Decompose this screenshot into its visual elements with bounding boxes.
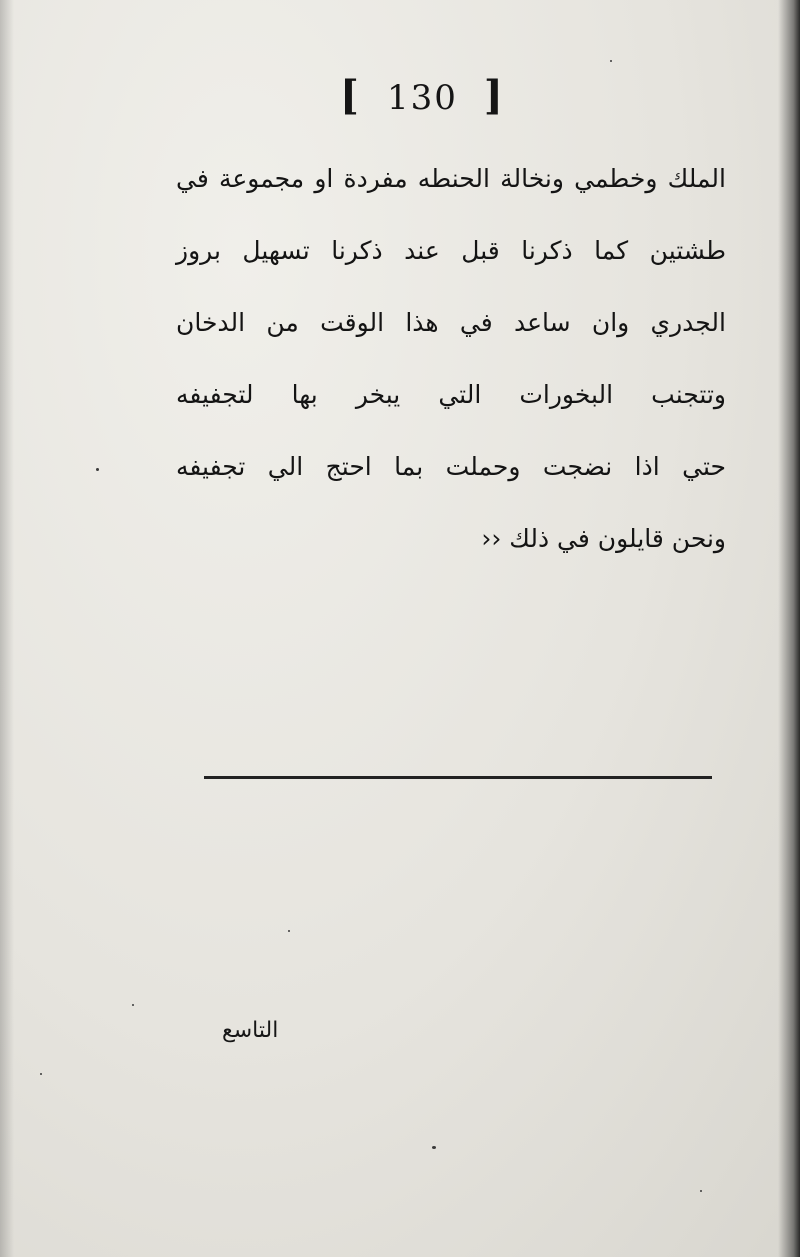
paper-speck <box>700 1190 702 1192</box>
close-bracket: ] <box>483 72 505 119</box>
paper-speck <box>96 468 99 471</box>
arabic-line-4: وتتجنب البخورات التي يبخر بها لتجفيفه <box>176 380 726 409</box>
paper-speck <box>610 60 612 62</box>
page-number <box>340 72 570 119</box>
arabic-line-1: الملك وخطمي ونخالة الحنطه مفردة او مجموعة في <box>176 164 726 193</box>
page-left-shadow <box>0 0 14 1257</box>
paper-speck <box>132 1004 134 1006</box>
paper-speck <box>288 930 290 932</box>
page-number-value: 130 <box>386 78 458 118</box>
arabic-line-3: الجدري وان ساعد في هذا الوقت من الدخان <box>176 308 726 337</box>
open-bracket: [ <box>340 72 361 119</box>
paper-speck <box>40 1073 42 1075</box>
horizontal-rule <box>204 776 712 779</box>
arabic-line-2: طشتين كما ذكرنا قبل عند ذكرنا تسهيل بروز <box>176 236 726 265</box>
arabic-text-block <box>176 150 726 582</box>
arabic-line-6: ونحن قايلون في ذلك ‹‹ <box>481 524 726 553</box>
arabic-line-5: حتي اذا نضجت وحملت بما احتج الي تجفيفه <box>176 452 726 481</box>
catchword: التاسع <box>222 1018 279 1043</box>
paper-speck <box>432 1146 436 1149</box>
page-binding-shadow <box>778 0 800 1257</box>
